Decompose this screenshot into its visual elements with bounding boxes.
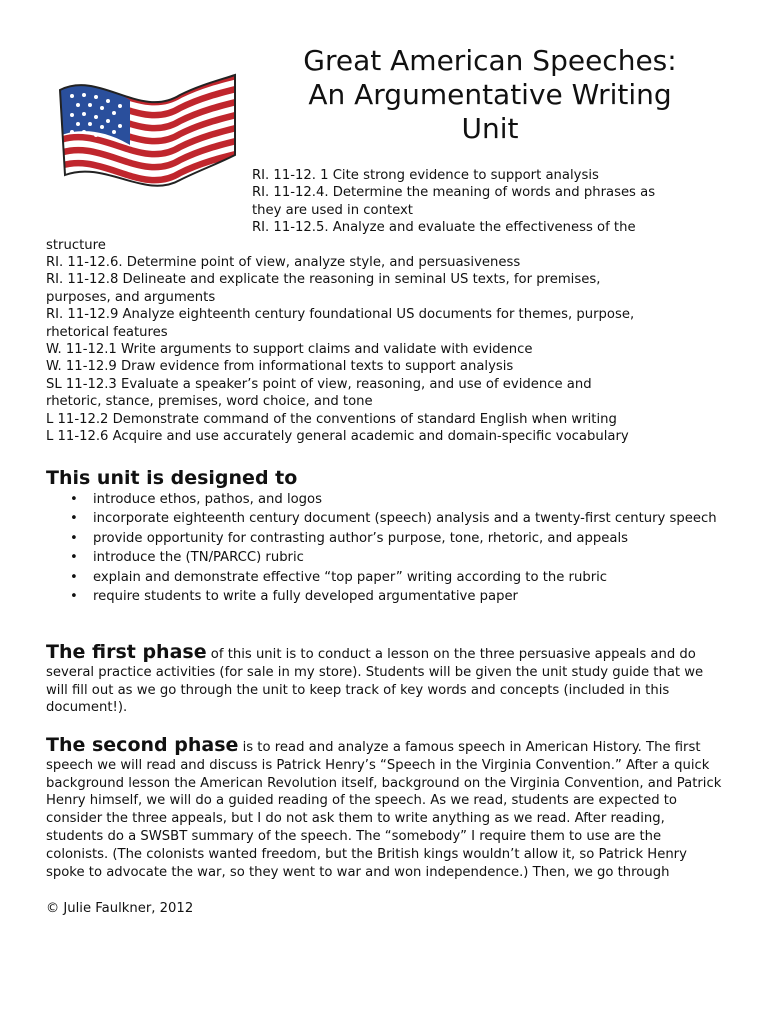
- standard-line: purposes, and arguments: [46, 289, 216, 305]
- bullet-icon: •: [70, 530, 78, 546]
- title-line-1: Great American Speeches:: [303, 44, 677, 77]
- designed-heading: This unit is designed to: [46, 467, 298, 489]
- standard-line: L 11-12.2 Demonstrate command of the conventions of standard English when writing: [46, 411, 617, 427]
- second-phase-paragraph: [46, 734, 726, 881]
- second-phase-text: is to read and analyze a famous speech in American History. The first speech we will read and discuss is Patrick Henry’s “Speech in the Virginia Convention.” After a quick background lesson the American Revolution itself, background on the Virginia Convention, and Patrick Henry himself, we will do a guided reading of the speech. As we read, students are expected to consider the three appeals, but I do not ask them to write anything as we read. After reading, students do a SWSBT summary of the speech. The “somebody” I require them to use are the colonists. (The colonists wanted freedom, but the British kings wouldn’t allow it, so Patrick Henry spoke to advocate the war, so they went to war and won independence.) Then, we go through: [46, 740, 722, 880]
- standard-line: rhetoric, stance, premises, word choice, and tone: [46, 394, 373, 410]
- standard-line: L 11-12.6 Acquire and use accurately general academic and domain-specific vocabulary: [46, 429, 629, 445]
- standard-line: SL 11-12.3 Evaluate a speaker’s point of view, reasoning, and use of evidence and: [46, 376, 592, 392]
- list-item-text: explain and demonstrate effective “top paper” writing according to the rubric: [93, 569, 608, 585]
- title-line-2: An Argumentative Writing: [308, 78, 672, 111]
- standard-line: RI. 11-12.5. Analyze and evaluate the effectiveness of the: [252, 220, 636, 236]
- standard-line: RI. 11-12.4. Determine the meaning of words and phrases as: [252, 185, 656, 201]
- list-item: [46, 588, 726, 605]
- standard-line: W. 11-12.9 Draw evidence from informational texts to support analysis: [46, 359, 514, 375]
- first-phase-paragraph: [46, 641, 726, 717]
- standard-line: W. 11-12.1 Write arguments to support claims and validate with evidence: [46, 342, 533, 358]
- list-item: [46, 569, 726, 586]
- list-item-text: provide opportunity for contrasting author’s purpose, tone, rhetoric, and appeals: [93, 530, 628, 546]
- page-title: [250, 44, 730, 146]
- list-item: [46, 510, 726, 527]
- list-item: [46, 530, 726, 547]
- list-item-text: introduce ethos, pathos, and logos: [93, 492, 322, 507]
- bullet-icon: •: [70, 550, 78, 566]
- copyright-notice: © Julie Faulkner, 2012: [46, 901, 194, 916]
- title-line-3: Unit: [461, 112, 519, 145]
- list-item: [46, 549, 726, 566]
- bullet-icon: •: [70, 589, 78, 605]
- standard-line: RI. 11-12.6. Determine point of view, analyze style, and persuasiveness: [46, 255, 521, 271]
- list-item-text: require students to write a fully developed argumentative paper: [93, 589, 518, 605]
- list-item-text: introduce the (TN/PARCC) rubric: [93, 550, 304, 566]
- standard-line: structure: [46, 237, 106, 253]
- designed-list: [46, 491, 726, 605]
- first-phase-heading: The first phase: [46, 641, 207, 663]
- bullet-icon: •: [70, 511, 78, 527]
- standard-line: RI. 11-12.8 Delineate and explicate the reasoning in seminal US texts, for premises,: [46, 272, 601, 288]
- second-phase-heading: The second phase: [46, 734, 239, 756]
- bullet-icon: •: [70, 569, 78, 585]
- designed-section: [46, 465, 726, 607]
- standard-line: rhetorical features: [46, 324, 168, 340]
- bullet-icon: •: [70, 492, 78, 507]
- standard-line: RI. 11-12.9 Analyze eighteenth century foundational US documents for themes, purpose,: [46, 307, 635, 323]
- standard-line: RI. 11-12. 1 Cite strong evidence to support analysis: [252, 168, 599, 183]
- list-item: [46, 491, 726, 508]
- standard-line: they are used in context: [252, 202, 413, 218]
- first-phase-text: of this unit is to conduct a lesson on the three persuasive appeals and do several practice activities (for sale in my store). Students will be given the unit study guide that we will fill out as we go through the unit to keep track of key words and concepts (included in this document!).: [46, 647, 704, 716]
- list-item-text: incorporate eighteenth century document (speech) analysis and a twenty-first century speech: [93, 511, 717, 527]
- standards-list: [46, 167, 726, 446]
